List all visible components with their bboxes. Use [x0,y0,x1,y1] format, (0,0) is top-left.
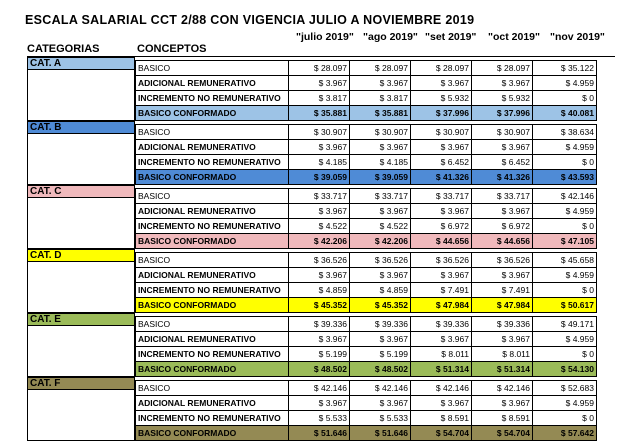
table-row [136,76,597,91]
value-cell: $ 30.907 [472,125,533,140]
value-cell: $ 36.526 [350,253,411,268]
category-cell [27,121,135,185]
value-cell: $ 39.059 [289,170,350,185]
value-cell: $ 42.146 [472,381,533,396]
table-row [136,155,597,170]
value-cell: $ 0 [533,283,597,298]
concept-cell: ADICIONAL REMUNERATIVO [136,204,289,219]
value-cell: $ 39.336 [350,317,411,332]
concept-cell: BASICO CONFORMADO [136,106,289,121]
concept-cell: ADICIONAL REMUNERATIVO [136,268,289,283]
value-cell: $ 33.717 [350,189,411,204]
table-row [136,411,597,426]
value-cell: $ 3.967 [350,268,411,283]
table-row [136,170,597,185]
category-cell [27,377,135,441]
table-row [136,125,597,140]
value-cell: $ 39.336 [289,317,350,332]
value-cell: $ 5.932 [411,91,472,106]
value-cell: $ 39.336 [472,317,533,332]
value-cell: $ 54.704 [411,426,472,441]
value-cell: $ 3.967 [411,140,472,155]
category-cell [27,185,135,249]
category-label: CAT. A [28,58,134,70]
value-cell: $ 8.011 [472,347,533,362]
value-cell: $ 6.452 [411,155,472,170]
value-cell: $ 3.967 [289,396,350,411]
value-cell: $ 36.526 [472,253,533,268]
value-cell: $ 3.967 [411,268,472,283]
table-row [136,298,597,313]
value-cell: $ 3.967 [350,204,411,219]
value-cell: $ 39.336 [411,317,472,332]
category-label: CAT. B [28,122,134,134]
value-cell: $ 51.314 [411,362,472,377]
month-header-nov: "nov 2019" [550,31,605,43]
value-cell: $ 43.593 [533,170,597,185]
concept-cell: INCREMENTO NO REMUNERATIVO [136,219,289,234]
value-cell: $ 44.656 [411,234,472,249]
value-cell: $ 47.105 [533,234,597,249]
value-cell: $ 3.967 [472,268,533,283]
value-cell: $ 36.526 [289,253,350,268]
table-row [136,283,597,298]
value-cell: $ 42.206 [289,234,350,249]
value-cell: $ 4.959 [533,204,597,219]
value-cell: $ 6.972 [411,219,472,234]
value-cell: $ 39.059 [350,170,411,185]
table-row [136,317,597,332]
category-values-table [135,124,597,185]
value-cell: $ 3.967 [289,268,350,283]
category-label: CAT. C [28,186,134,198]
value-cell: $ 54.704 [472,426,533,441]
value-cell: $ 30.907 [411,125,472,140]
value-cell: $ 48.502 [350,362,411,377]
value-cell: $ 42.146 [411,381,472,396]
value-cell: $ 35.122 [533,61,597,76]
value-cell: $ 5.199 [289,347,350,362]
category-block-d [27,249,615,313]
value-cell: $ 30.907 [289,125,350,140]
category-label: CAT. F [28,378,134,390]
table-row [136,381,597,396]
value-cell: $ 3.967 [472,332,533,347]
table-row [136,189,597,204]
value-cell: $ 3.967 [350,76,411,91]
concept-cell: ADICIONAL REMUNERATIVO [136,76,289,91]
concept-cell: INCREMENTO NO REMUNERATIVO [136,155,289,170]
value-cell: $ 5.533 [350,411,411,426]
table-row [136,140,597,155]
value-cell: $ 0 [533,91,597,106]
value-cell: $ 7.491 [472,283,533,298]
value-cell: $ 30.907 [350,125,411,140]
value-cell: $ 42.206 [350,234,411,249]
value-cell: $ 6.452 [472,155,533,170]
value-cell: $ 3.967 [289,204,350,219]
value-cell: $ 4.959 [533,332,597,347]
value-cell: $ 5.199 [350,347,411,362]
value-cell: $ 28.097 [350,61,411,76]
value-cell: $ 4.959 [533,76,597,91]
value-cell: $ 37.996 [472,106,533,121]
table-row [136,234,597,249]
value-cell: $ 47.984 [472,298,533,313]
value-cell: $ 45.352 [289,298,350,313]
document-title: ESCALA SALARIAL CCT 2/88 CON VIGENCIA JULIO A NOVIEMBRE 2019 [25,13,475,27]
value-cell: $ 4.959 [533,396,597,411]
value-cell: $ 0 [533,155,597,170]
value-cell: $ 3.967 [350,332,411,347]
category-block-a [27,57,615,121]
table-row [136,91,597,106]
concept-cell: BASICO CONFORMADO [136,362,289,377]
category-values-table [135,60,597,121]
category-block-f [27,377,615,441]
value-cell: $ 4.959 [533,140,597,155]
value-cell: $ 50.617 [533,298,597,313]
value-cell: $ 33.717 [472,189,533,204]
table-row [136,362,597,377]
value-cell: $ 41.326 [411,170,472,185]
category-label: CAT. E [28,314,134,326]
concept-cell: ADICIONAL REMUNERATIVO [136,332,289,347]
value-cell: $ 48.502 [289,362,350,377]
table-row [136,268,597,283]
value-cell: $ 5.932 [472,91,533,106]
value-cell: $ 3.967 [289,332,350,347]
category-block-e [27,313,615,377]
month-header-oct: "oct 2019" [488,31,540,43]
month-header-julio: "julio 2019" [296,31,354,43]
value-cell: $ 35.881 [350,106,411,121]
table-row [136,347,597,362]
value-cell: $ 45.658 [533,253,597,268]
value-cell: $ 4.522 [350,219,411,234]
value-cell: $ 3.967 [289,76,350,91]
value-cell: $ 4.522 [289,219,350,234]
concept-cell: BASICO [136,381,289,396]
value-cell: $ 33.717 [289,189,350,204]
table-row [136,219,597,234]
value-cell: $ 51.646 [289,426,350,441]
value-cell: $ 3.967 [472,140,533,155]
category-cell [27,313,135,377]
concept-cell: ADICIONAL REMUNERATIVO [136,396,289,411]
concept-cell: BASICO CONFORMADO [136,426,289,441]
table-row [136,253,597,268]
conceptos-header: CONCEPTOS [137,43,207,55]
value-cell: $ 28.097 [472,61,533,76]
value-cell: $ 3.967 [350,140,411,155]
value-cell: $ 51.314 [472,362,533,377]
concept-cell: BASICO [136,253,289,268]
table-row [136,396,597,411]
value-cell: $ 49.171 [533,317,597,332]
value-cell: $ 4.959 [533,268,597,283]
value-cell: $ 8.591 [472,411,533,426]
value-cell: $ 51.646 [350,426,411,441]
category-cell [27,57,135,121]
category-values-table [135,380,597,441]
value-cell: $ 7.491 [411,283,472,298]
category-block-b [27,121,615,185]
table-row [136,204,597,219]
value-cell: $ 41.326 [472,170,533,185]
value-cell: $ 3.967 [472,396,533,411]
value-cell: $ 54.130 [533,362,597,377]
value-cell: $ 47.984 [411,298,472,313]
month-header-ago: "ago 2019" [363,31,418,43]
value-cell: $ 3.967 [411,396,472,411]
category-values-table [135,188,597,249]
concept-cell: INCREMENTO NO REMUNERATIVO [136,91,289,106]
value-cell: $ 57.642 [533,426,597,441]
concept-cell: INCREMENTO NO REMUNERATIVO [136,411,289,426]
value-cell: $ 3.967 [472,204,533,219]
value-cell: $ 3.967 [411,76,472,91]
value-cell: $ 8.591 [411,411,472,426]
value-cell: $ 3.817 [350,91,411,106]
value-cell: $ 8.011 [411,347,472,362]
category-values-table [135,316,597,377]
concept-cell: BASICO CONFORMADO [136,234,289,249]
categorias-header: CATEGORIAS [27,43,100,55]
value-cell: $ 33.717 [411,189,472,204]
month-header-set: "set 2019" [425,31,477,43]
value-cell: $ 44.656 [472,234,533,249]
value-cell: $ 4.185 [350,155,411,170]
concept-cell: BASICO CONFORMADO [136,298,289,313]
value-cell: $ 45.352 [350,298,411,313]
table-row [136,106,597,121]
category-block-c [27,185,615,249]
value-cell: $ 28.097 [411,61,472,76]
value-cell: $ 4.185 [289,155,350,170]
value-cell: $ 3.967 [350,396,411,411]
table-row [136,61,597,76]
category-label: CAT. D [28,250,134,262]
value-cell: $ 3.967 [411,332,472,347]
value-cell: $ 42.146 [289,381,350,396]
table-row [136,332,597,347]
concept-cell: INCREMENTO NO REMUNERATIVO [136,283,289,298]
concept-cell: BASICO CONFORMADO [136,170,289,185]
concept-cell: BASICO [136,317,289,332]
concept-cell: BASICO [136,61,289,76]
value-cell: $ 3.817 [289,91,350,106]
value-cell: $ 42.146 [350,381,411,396]
value-cell: $ 5.533 [289,411,350,426]
value-cell: $ 37.996 [411,106,472,121]
value-cell: $ 0 [533,411,597,426]
value-cell: $ 36.526 [411,253,472,268]
value-cell: $ 4.859 [350,283,411,298]
value-cell: $ 28.097 [289,61,350,76]
value-cell: $ 6.972 [472,219,533,234]
value-cell: $ 42.146 [533,189,597,204]
concept-cell: INCREMENTO NO REMUNERATIVO [136,347,289,362]
value-cell: $ 3.967 [472,76,533,91]
value-cell: $ 0 [533,219,597,234]
value-cell: $ 3.967 [289,140,350,155]
concept-cell: BASICO [136,125,289,140]
category-cell [27,249,135,313]
value-cell: $ 40.081 [533,106,597,121]
value-cell: $ 35.881 [289,106,350,121]
value-cell: $ 0 [533,347,597,362]
concept-cell: ADICIONAL REMUNERATIVO [136,140,289,155]
concept-cell: BASICO [136,189,289,204]
category-values-table [135,252,597,313]
value-cell: $ 4.859 [289,283,350,298]
table-row [136,426,597,441]
value-cell: $ 38.634 [533,125,597,140]
value-cell: $ 3.967 [411,204,472,219]
value-cell: $ 52.683 [533,381,597,396]
